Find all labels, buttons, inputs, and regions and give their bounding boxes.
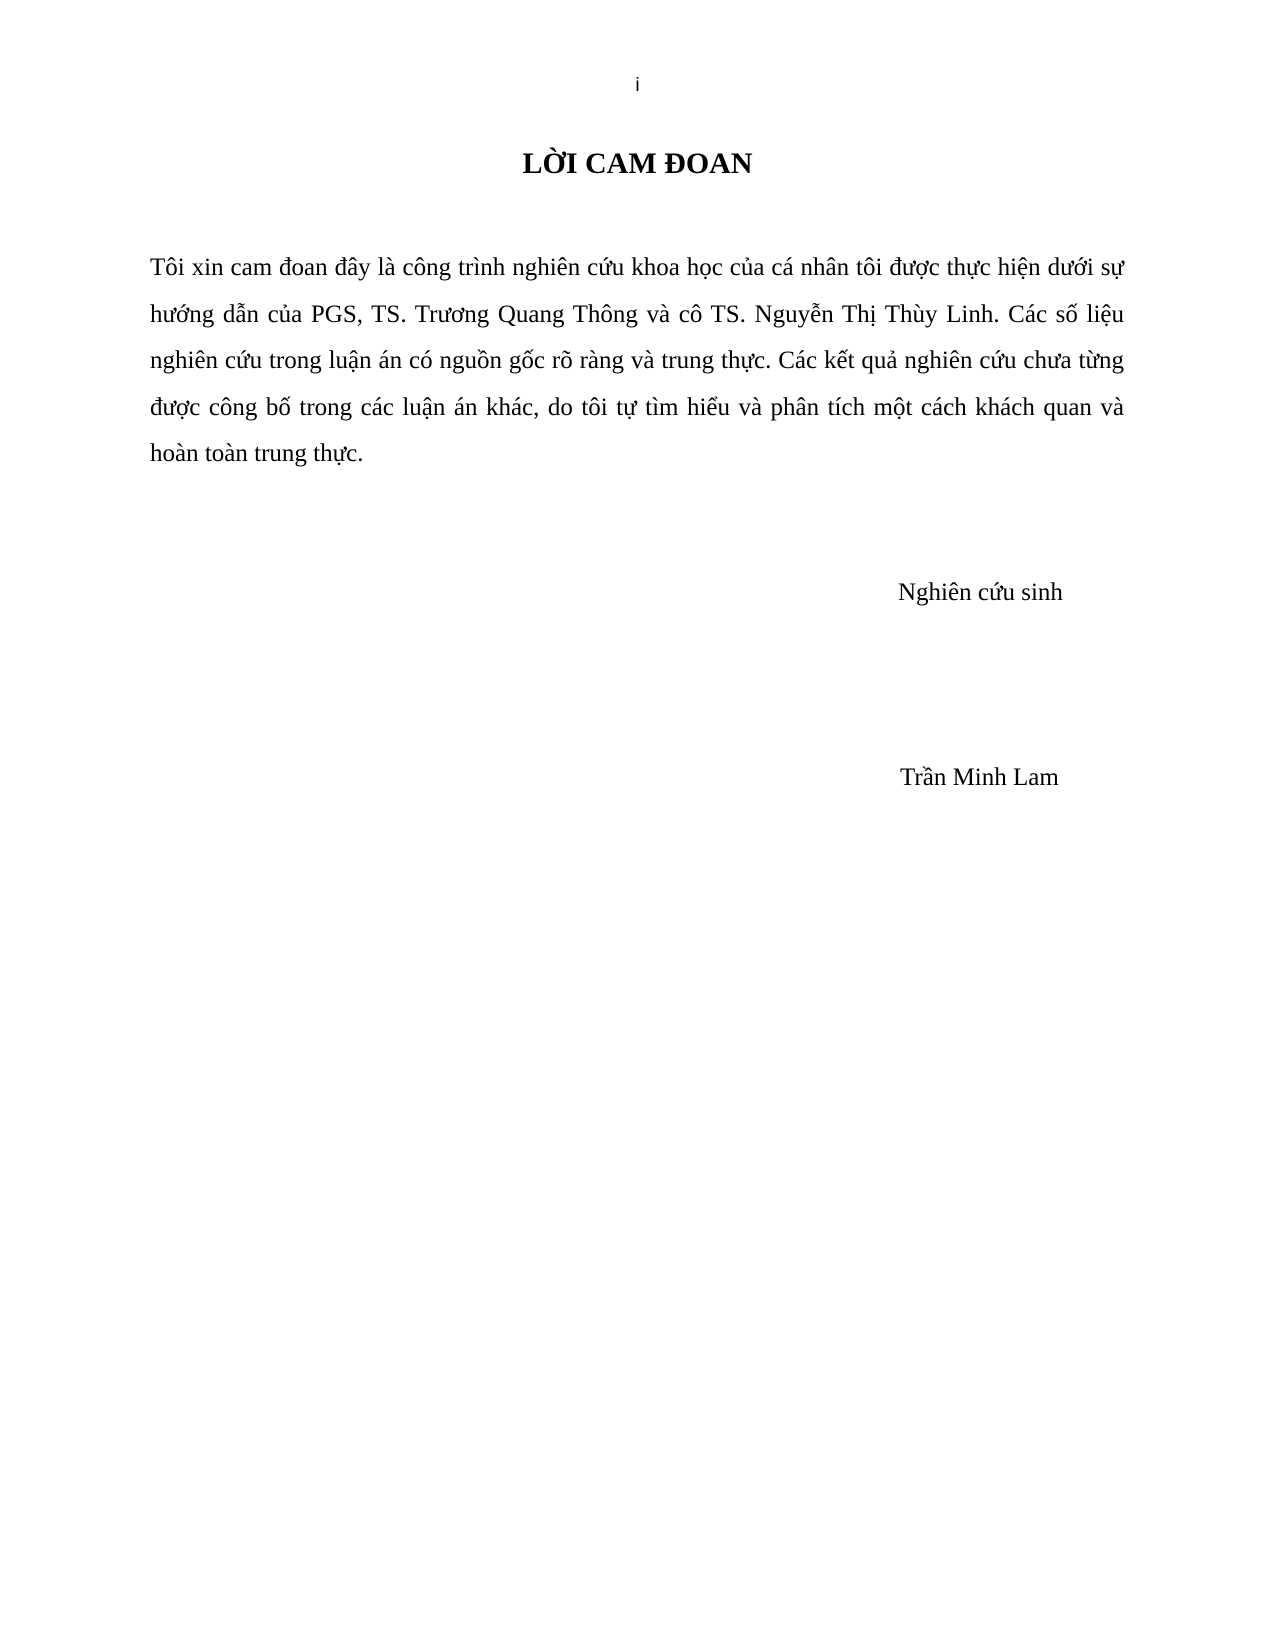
signature-role: Nghiên cứu sinh: [898, 579, 1063, 606]
declaration-paragraph: Tôi xin cam đoan đây là công trình nghiên cứu khoa học của cá nhân tôi được thực hiện dưới sự hướng dẫn của PGS, TS. Trương Quang Thông và cô TS. Nguyễn Thị Thùy Linh. Các số liệu nghiên cứu trong luận án có nguồn gốc rõ ràng và trung thực. Các kết quả nghiên cứu chưa từng được công bố trong các luận án khác, do tôi tự tìm hiểu và phân tích một cách khách quan và hoàn toàn trung thực.: [150, 254, 1124, 467]
page-title: LỜI CAM ĐOAN: [522, 147, 753, 180]
signature-name: Trần Minh Lam: [900, 764, 1059, 791]
page-number: i: [635, 75, 640, 96]
